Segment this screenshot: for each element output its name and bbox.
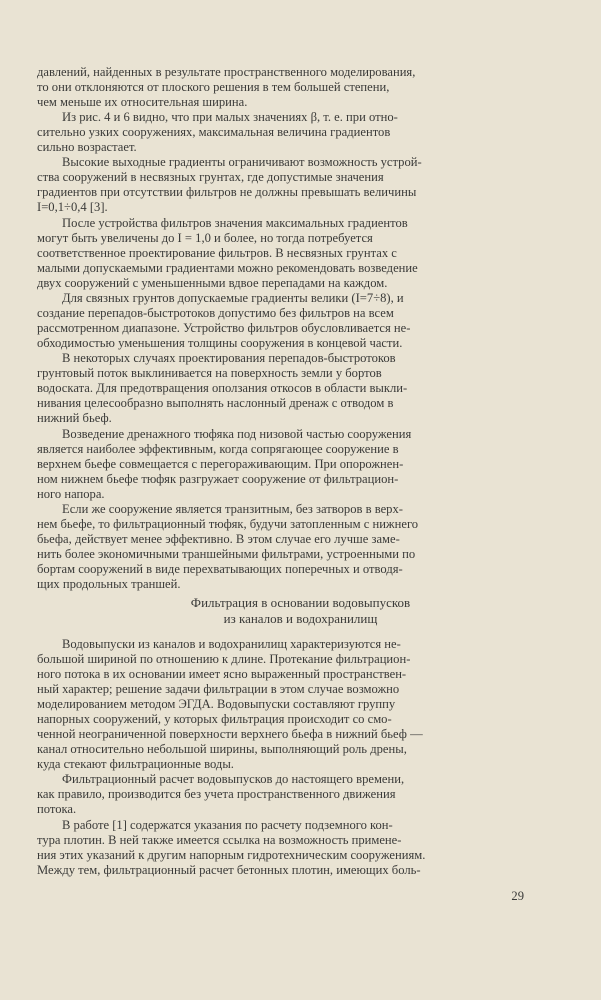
text-line: тура плотин. В ней также имеется ссылка на возможность примене- [37, 833, 402, 847]
text-line: После устройства фильтров значения максимальных градиентов [62, 216, 408, 230]
text-line: сильно возрастает. [37, 140, 137, 154]
text-line: могут быть увеличены до I = 1,0 и более, но тогда потребуется [37, 231, 373, 245]
text-line: В работе [1] содержатся указания по расчету подземного кон- [62, 818, 393, 832]
text-line: рассмотренном диапазоне. Устройство фильтров обусловливается не- [37, 321, 411, 335]
text-line: градиентов при отсутствии фильтров не должны превышать величины [37, 185, 417, 199]
text-line: нижний бьеф. [37, 411, 112, 425]
text-line: щих продольных траншей. [37, 577, 181, 591]
text-line: давлений, найденных в результате пространственного моделирования, [37, 65, 416, 79]
text-line: нем бьефе, то фильтрационный тюфяк, будучи затопленным с нижнего [37, 517, 419, 531]
text-line: В некоторых случаях проектирования перепадов-быстротоков [62, 351, 396, 365]
text-line: Из рис. 4 и 6 видно, что при малых значениях β, т. е. при отно- [62, 110, 398, 124]
text-line: ном нижнем бьефе тюфяк разгружает сооружение от фильтрацион- [37, 472, 399, 486]
text-line: сительно узких сооружениях, максимальная величина градиентов [37, 125, 391, 139]
text-line: I=0,1÷0,4 [3]. [37, 200, 108, 214]
text-line: куда стекают фильтрационные воды. [37, 757, 234, 771]
text-line: водоската. Для предотвращения оползания откосов в области выкли- [37, 381, 408, 395]
text-line: ный характер; решение задачи фильтрации в этом случае возможно [37, 682, 400, 696]
text-line: чем меньше их относительная ширина. [37, 95, 248, 109]
section-heading: из каналов и водохранилищ [223, 611, 378, 626]
text-line: Между тем, фильтрационный расчет бетонных плотин, имеющих боль- [37, 863, 421, 877]
text-line: то они отклоняются от плоского решения в тем большей степени, [37, 80, 390, 94]
text-line: канал относительно небольшой ширины, выполняющий роль дрены, [37, 742, 407, 756]
text-line: моделированием методом ЭГДА. Водовыпуски составляют группу [37, 697, 396, 711]
text-line: нить более экономичными траншейными фильтрами, устроенными по [37, 547, 416, 561]
text-line: малыми допускаемыми градиентами можно рекомендовать возведение [37, 261, 418, 275]
text-line: ного потока в их основании имеет ясно выраженный пространствен- [37, 667, 407, 681]
text-line: создание перепадов-быстротоков допустимо без фильтров на всем [37, 306, 394, 320]
text-line: грунтовый поток выклинивается на поверхность земли у бортов [37, 366, 382, 380]
text-line: бьефа, действует менее эффективно. В этом случае его лучше заме- [37, 532, 400, 546]
text-line: потока. [37, 802, 77, 816]
text-line: Если же сооружение является транзитным, без затворов в верх- [62, 502, 403, 516]
text-line: ства сооружений в несвязных грунтах, где допустимые значения [37, 170, 384, 184]
text-line: соответственное проектирование фильтров. В несвязных грунтах с [37, 246, 397, 260]
text-line: ния этих указаний к другим напорным гидротехническим сооружениям. [37, 848, 426, 862]
text-line: двух сооружений с уменьшенными вдвое перепадами на каждом. [37, 276, 388, 290]
page-number: 29 [511, 889, 524, 903]
text-line: нивания целесообразно выполнять наслонный дренаж с отводом в [37, 396, 394, 410]
section-heading: Фильтрация в основании водовыпусков [190, 595, 411, 610]
text-line: ченной неограниченной поверхности верхнего бьефа в нижний бьеф — [37, 727, 423, 741]
text-line: Фильтрационный расчет водовыпусков до настоящего времени, [62, 772, 405, 786]
text-line: Водовыпуски из каналов и водохранилищ характеризуются не- [62, 637, 401, 651]
text-line: ного напора. [37, 487, 105, 501]
text-line: бортам сооружений в виде перехватывающих поперечных и отводя- [37, 562, 403, 576]
text-line: напорных сооружений, у которых фильтрация происходит со смо- [37, 712, 392, 726]
text-line: как правило, производится без учета пространственного движения [37, 787, 396, 801]
text-line: Возведение дренажного тюфяка под низовой частью сооружения [62, 427, 412, 441]
text-line: обходимостью уменьшения толщины сооружения в концевой части. [37, 336, 403, 350]
text-line: является наиболее эффективным, когда сопрягающее сооружение в [37, 442, 399, 456]
text-line: Для связных грунтов допускаемые градиенты велики (I=7÷8), и [62, 291, 404, 305]
text-line: верхнем бьефе совмещается с перегораживающим. При опорожнен- [37, 457, 404, 471]
text-line: Высокие выходные градиенты ограничивают возможность устрой- [62, 155, 422, 169]
text-line: большой шириной по отношению к длине. Протекание фильтрацион- [37, 652, 411, 666]
